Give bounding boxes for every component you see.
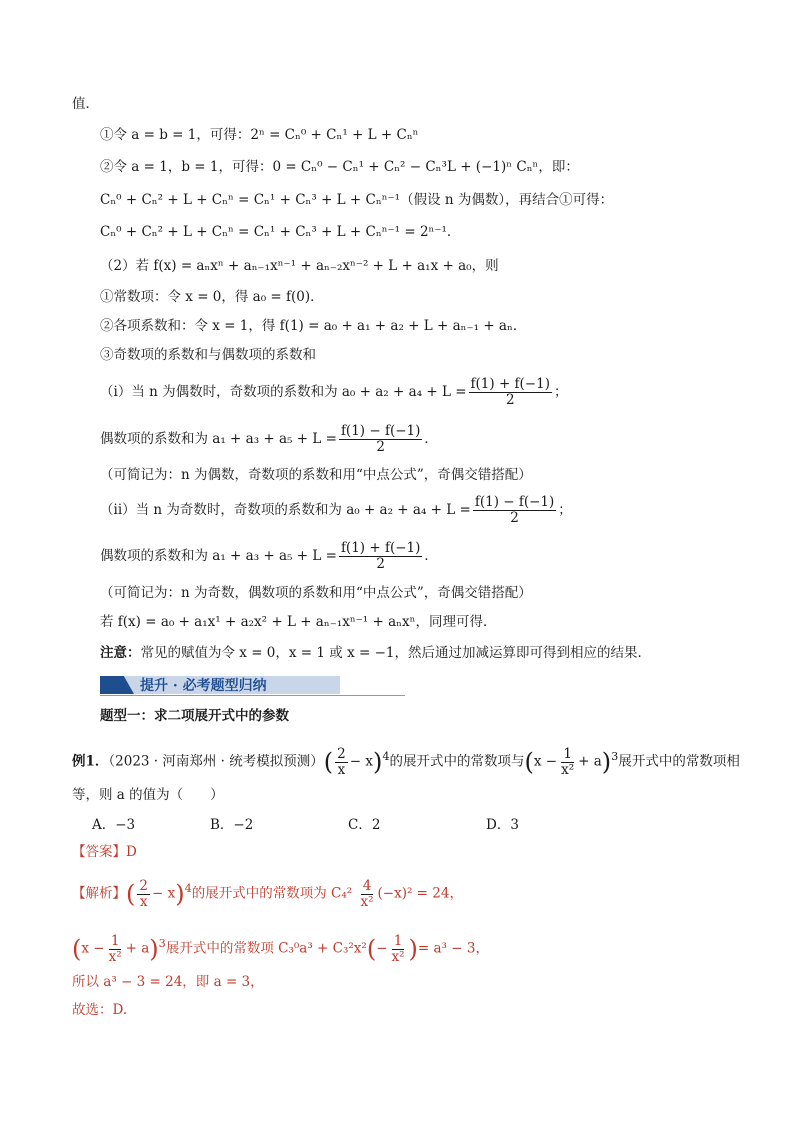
text-line: ①令 a = b = 1，可得：2ⁿ = Cₙ⁰ + Cₙ¹ + L + Cₙⁿ	[100, 127, 419, 143]
denominator: x	[337, 761, 346, 778]
note-text: 常见的赋值为令 x = 0，x = 1 或 x = −1，然后通过加减运算即可得到相应的结果．	[140, 645, 651, 661]
expr: − x	[349, 753, 373, 770]
fraction	[335, 747, 348, 778]
text-line: （可简记为：n 为奇数，偶数项的系数和用“中点公式”，奇偶交错搭配）	[100, 585, 532, 601]
answer-line	[72, 842, 137, 862]
text: 的展开式中的常数项为 C₄²	[191, 885, 357, 902]
text-line: Cₙ⁰ + Cₙ² + L + Cₙⁿ = Cₙ¹ + Cₙ³ + L + Cₙⁿ⁻¹（假设 n 为偶数），再结合①可得：	[100, 192, 614, 208]
analysis-line: 所以 a³ − 3 = 24，即 a = 3，	[72, 974, 264, 990]
paren: )	[408, 935, 418, 963]
text-line: ③奇数项的系数和与偶数项的系数和	[100, 347, 316, 363]
text-line: ②令 a = 1，b = 1，可得：0 = Cₙ⁰ − Cₙ¹ + Cₙ² − Cₙ³L + (−1)ⁿ Cₙⁿ，即：	[100, 159, 579, 175]
fraction	[559, 747, 576, 778]
denominator: x²	[561, 761, 575, 778]
analysis-line: (x − $\frac{1}{\text{x²}}$ + a)$^3$展开式中的常数项 C₃⁰a³ + C₃²x²(− $\frac{1}{\text{x²}}$ )= a³ − 3，	[72, 932, 489, 965]
paren: )	[149, 935, 159, 963]
formula-line	[100, 538, 438, 574]
example-line	[72, 738, 740, 781]
numerator: 2	[139, 877, 148, 894]
denominator: x²	[360, 893, 374, 910]
text-line: ②各项系数和：令 x = 1，得 f(1) = a₀ + a₁ + a₂ + L + aₙ₋₁ + aₙ．	[100, 318, 527, 334]
text-line: 值．	[72, 96, 99, 112]
fraction	[339, 424, 422, 455]
option-a: A．−3	[92, 817, 136, 833]
fraction	[339, 541, 422, 572]
exponent: 4	[184, 882, 192, 895]
section-rule	[100, 695, 405, 696]
numerator: 2	[337, 745, 346, 762]
paren: (	[366, 935, 377, 963]
fraction	[358, 879, 375, 910]
answer-value: D	[126, 844, 137, 860]
denominator: 2	[510, 510, 519, 526]
text-line: Cₙ⁰ + Cₙ² + L + Cₙⁿ = Cₙ¹ + Cₙ³ + L + Cₙⁿ⁻¹ = 2ⁿ⁻¹．	[100, 224, 461, 240]
paren: )	[175, 880, 185, 908]
paren: (	[72, 935, 82, 963]
fraction	[469, 377, 552, 408]
paren: (	[126, 880, 136, 908]
analysis-line	[72, 870, 463, 913]
text: 展开式中的常数项相	[618, 753, 740, 770]
formula-line	[100, 421, 438, 457]
formula-line	[100, 492, 572, 528]
text-line: 若 f(x) = a₀ + a₁x¹ + a₂x² + L + aₙ₋₁xⁿ⁻¹ + aₙxⁿ，同理可得．	[100, 614, 497, 630]
numerator: 4	[362, 877, 372, 894]
denominator: x²	[391, 948, 405, 965]
numerator: f(1) + f(−1)	[340, 540, 421, 556]
note-line	[100, 643, 651, 663]
text: 偶数项的系数和为 a₁ + a₃ + a₅ + L =	[100, 431, 337, 447]
topic-title: 题型一：求二项展开式中的参数	[100, 708, 289, 724]
formula-line	[100, 374, 567, 410]
option-d: D．3	[486, 817, 519, 833]
text-line: ①常数项：令 x = 0，得 a₀ = f(0)．	[100, 289, 324, 305]
text-line: （2）若 f(x) = aₙxⁿ + aₙ₋₁xⁿ⁻¹ + aₙ₋₂xⁿ⁻² + L + a₁x + a₀，则	[100, 258, 499, 274]
text: （i）当 n 为偶数时，奇数项的系数和为 a₀ + a₂ + a₄ + L =	[100, 384, 467, 400]
exponent: 4	[382, 750, 390, 763]
text: ．	[424, 548, 438, 564]
denominator: 2	[376, 439, 385, 455]
text: = a³ − 3，	[417, 940, 489, 957]
text: (−x)² = 24，	[377, 885, 463, 902]
expr: x −	[81, 940, 105, 957]
text: （ii）当 n 为奇数时，奇数项的系数和为 a₀ + a₂ + a₄ + L =	[100, 502, 471, 518]
expr: − x	[151, 885, 176, 902]
text-line: （可简记为：n 为偶数，奇数项的系数和用“中点公式”，奇偶交错搭配）	[100, 467, 532, 483]
text: ；	[553, 384, 568, 400]
example-label: 例1．	[72, 753, 109, 770]
denominator: x	[139, 893, 148, 910]
denominator: x²	[108, 948, 122, 965]
analysis-label: 【解析】	[72, 885, 126, 902]
exponent: 3	[158, 937, 166, 950]
section-title: 提升 · 必考题型归纳	[140, 678, 267, 694]
example-source: （2023 · 河南郑州 · 统考模拟预测）	[108, 753, 324, 770]
fraction	[390, 934, 407, 965]
fraction	[107, 934, 124, 965]
exponent: 3	[611, 750, 619, 763]
expr: + a	[125, 940, 150, 957]
text: 偶数项的系数和为 a₁ + a₃ + a₅ + L =	[100, 548, 337, 564]
paren: (	[323, 748, 334, 776]
fraction	[473, 495, 556, 526]
numerator: f(1) − f(−1)	[340, 423, 421, 439]
analysis-line: 故选：D.	[72, 1002, 128, 1018]
numerator: 1	[393, 932, 403, 949]
numerator: f(1) − f(−1)	[474, 494, 555, 510]
text: 的展开式中的常数项与	[389, 753, 525, 770]
denominator: 2	[376, 556, 385, 572]
denominator: 2	[505, 392, 515, 408]
expr: x −	[533, 753, 558, 770]
expr: + a	[578, 753, 602, 770]
paren: (	[524, 748, 534, 776]
section-header	[100, 676, 405, 698]
answer-label: 【答案】	[72, 844, 126, 860]
text: 展开式中的常数项 C₃⁰a³ + C₃²x²	[165, 940, 367, 957]
numerator: 1	[563, 745, 572, 762]
numerator: 1	[110, 932, 120, 949]
option-c: C．2	[348, 817, 381, 833]
example-line2: 等，则 a 的值为（ ）	[72, 787, 224, 803]
text: ．	[424, 431, 438, 447]
fraction	[137, 879, 150, 910]
paren: )	[601, 748, 612, 776]
note-label: 注意：	[100, 645, 141, 661]
text: ；	[558, 502, 572, 518]
paren: )	[372, 748, 383, 776]
option-b: B．−2	[210, 817, 254, 833]
numerator: f(1) + f(−1)	[470, 376, 550, 392]
